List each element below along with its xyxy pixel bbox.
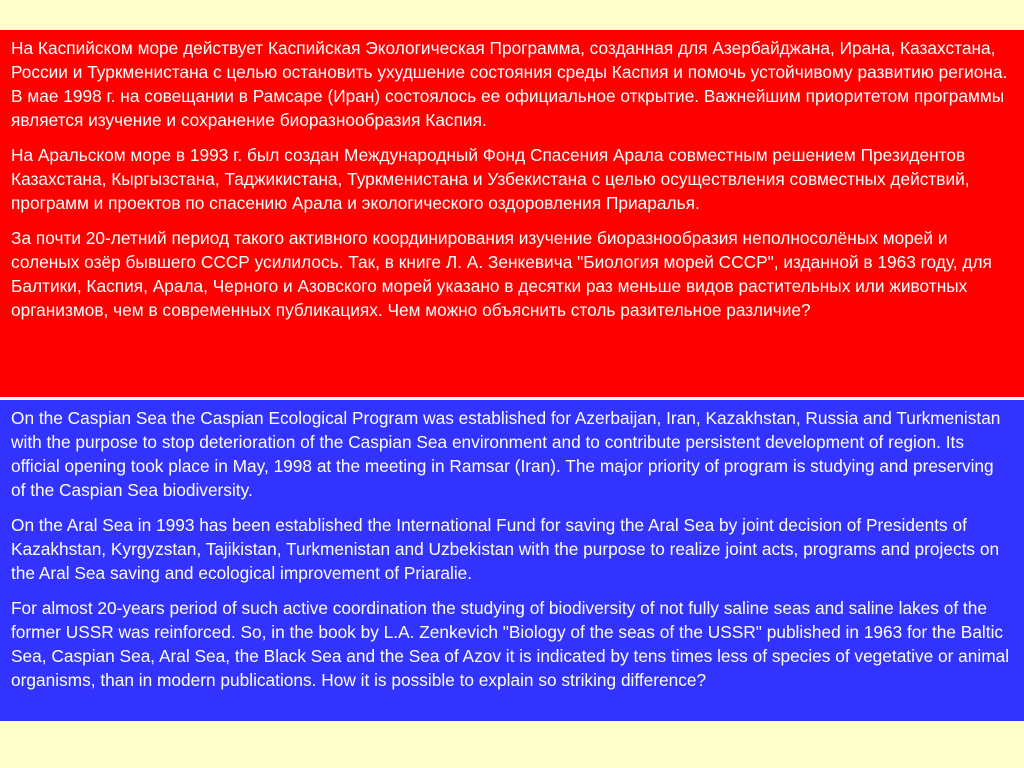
english-paragraph-biodiversity: For almost 20-years period of such active coordination the studying of biodiversity of not fully saline seas and saline lakes of the former USSR was reinforced. So, in the book by L.A. Zenkevich "Biology of the seas of the USSR" published in 1963 for the Baltic Sea, Caspian Sea, Aral Sea, the Black Sea and the Sea of Azov it is indicated by tens times less of species of vegetative or animal organisms, than in modern publications. How it is possible to explain so striking difference? [11,598,1010,690]
russian-text-panel [0,30,1024,397]
english-text-panel [0,400,1024,721]
russian-paragraph-caspian: На Каспийском море действует Каспийская Экологическая Программа, созданная для Азербайджана, Ирана, Казахстана, России и Туркменистана с целью остановить ухудшение состояния среды Каспия и помочь устойчивому развитию региона. В мае 1998 г. на совещании в Рамсаре (Иран) состоялось ее официальное открытие. Важнейшим приоритетом программы является изучение и сохранение биоразнообразия Каспия. [11,38,1008,130]
russian-paragraph-biodiversity: За почти 20-летний период такого активного координирования изучение биоразнообразия неполносолёных морей и соленых озёр бывшего СССР усилилось. Так, в книге Л. А. Зенкевича "Биология морей СССР", изданной в 1963 году, для Балтики, Каспия, Арала, Черного и Азовского морей указано в десятки раз меньше видов растительных или животных организмов, чем в современных публикациях. Чем можно объяснить столь разительное различие? [11,228,992,320]
english-paragraph-aral: On the Aral Sea in 1993 has been established the International Fund for saving the Aral Sea by joint decision of Presidents of Kazakhstan, Kyrgyzstan, Tajikistan, Turkmenistan and Uzbekistan with the purpose to realize joint acts, programs and projects on the Aral Sea saving and ecological improvement of Priaralie. [11,515,1000,583]
russian-paragraph-aral: На Аральском море в 1993 г. был создан Международный Фонд Спасения Арала совместным решением Президентов Казахстана, Кыргызстана, Таджикистана, Туркменистана и Узбекистана с целью осуществления совместных действий, программ и проектов по спасению Арала и экологического оздоровления Приаралья. [11,145,970,213]
english-paragraph-caspian: On the Caspian Sea the Caspian Ecological Program was established for Azerbaijan, Iran, Kazakhstan, Russia and Turkmenistan with the purpose to stop deterioration of the Caspian Sea environment and to contribute persistent development of region. Its official opening took place in May, 1998 at the meeting in Ramsar (Iran). The major priority of program is studying and preserving of the Caspian Sea biodiversity. [11,408,1001,500]
